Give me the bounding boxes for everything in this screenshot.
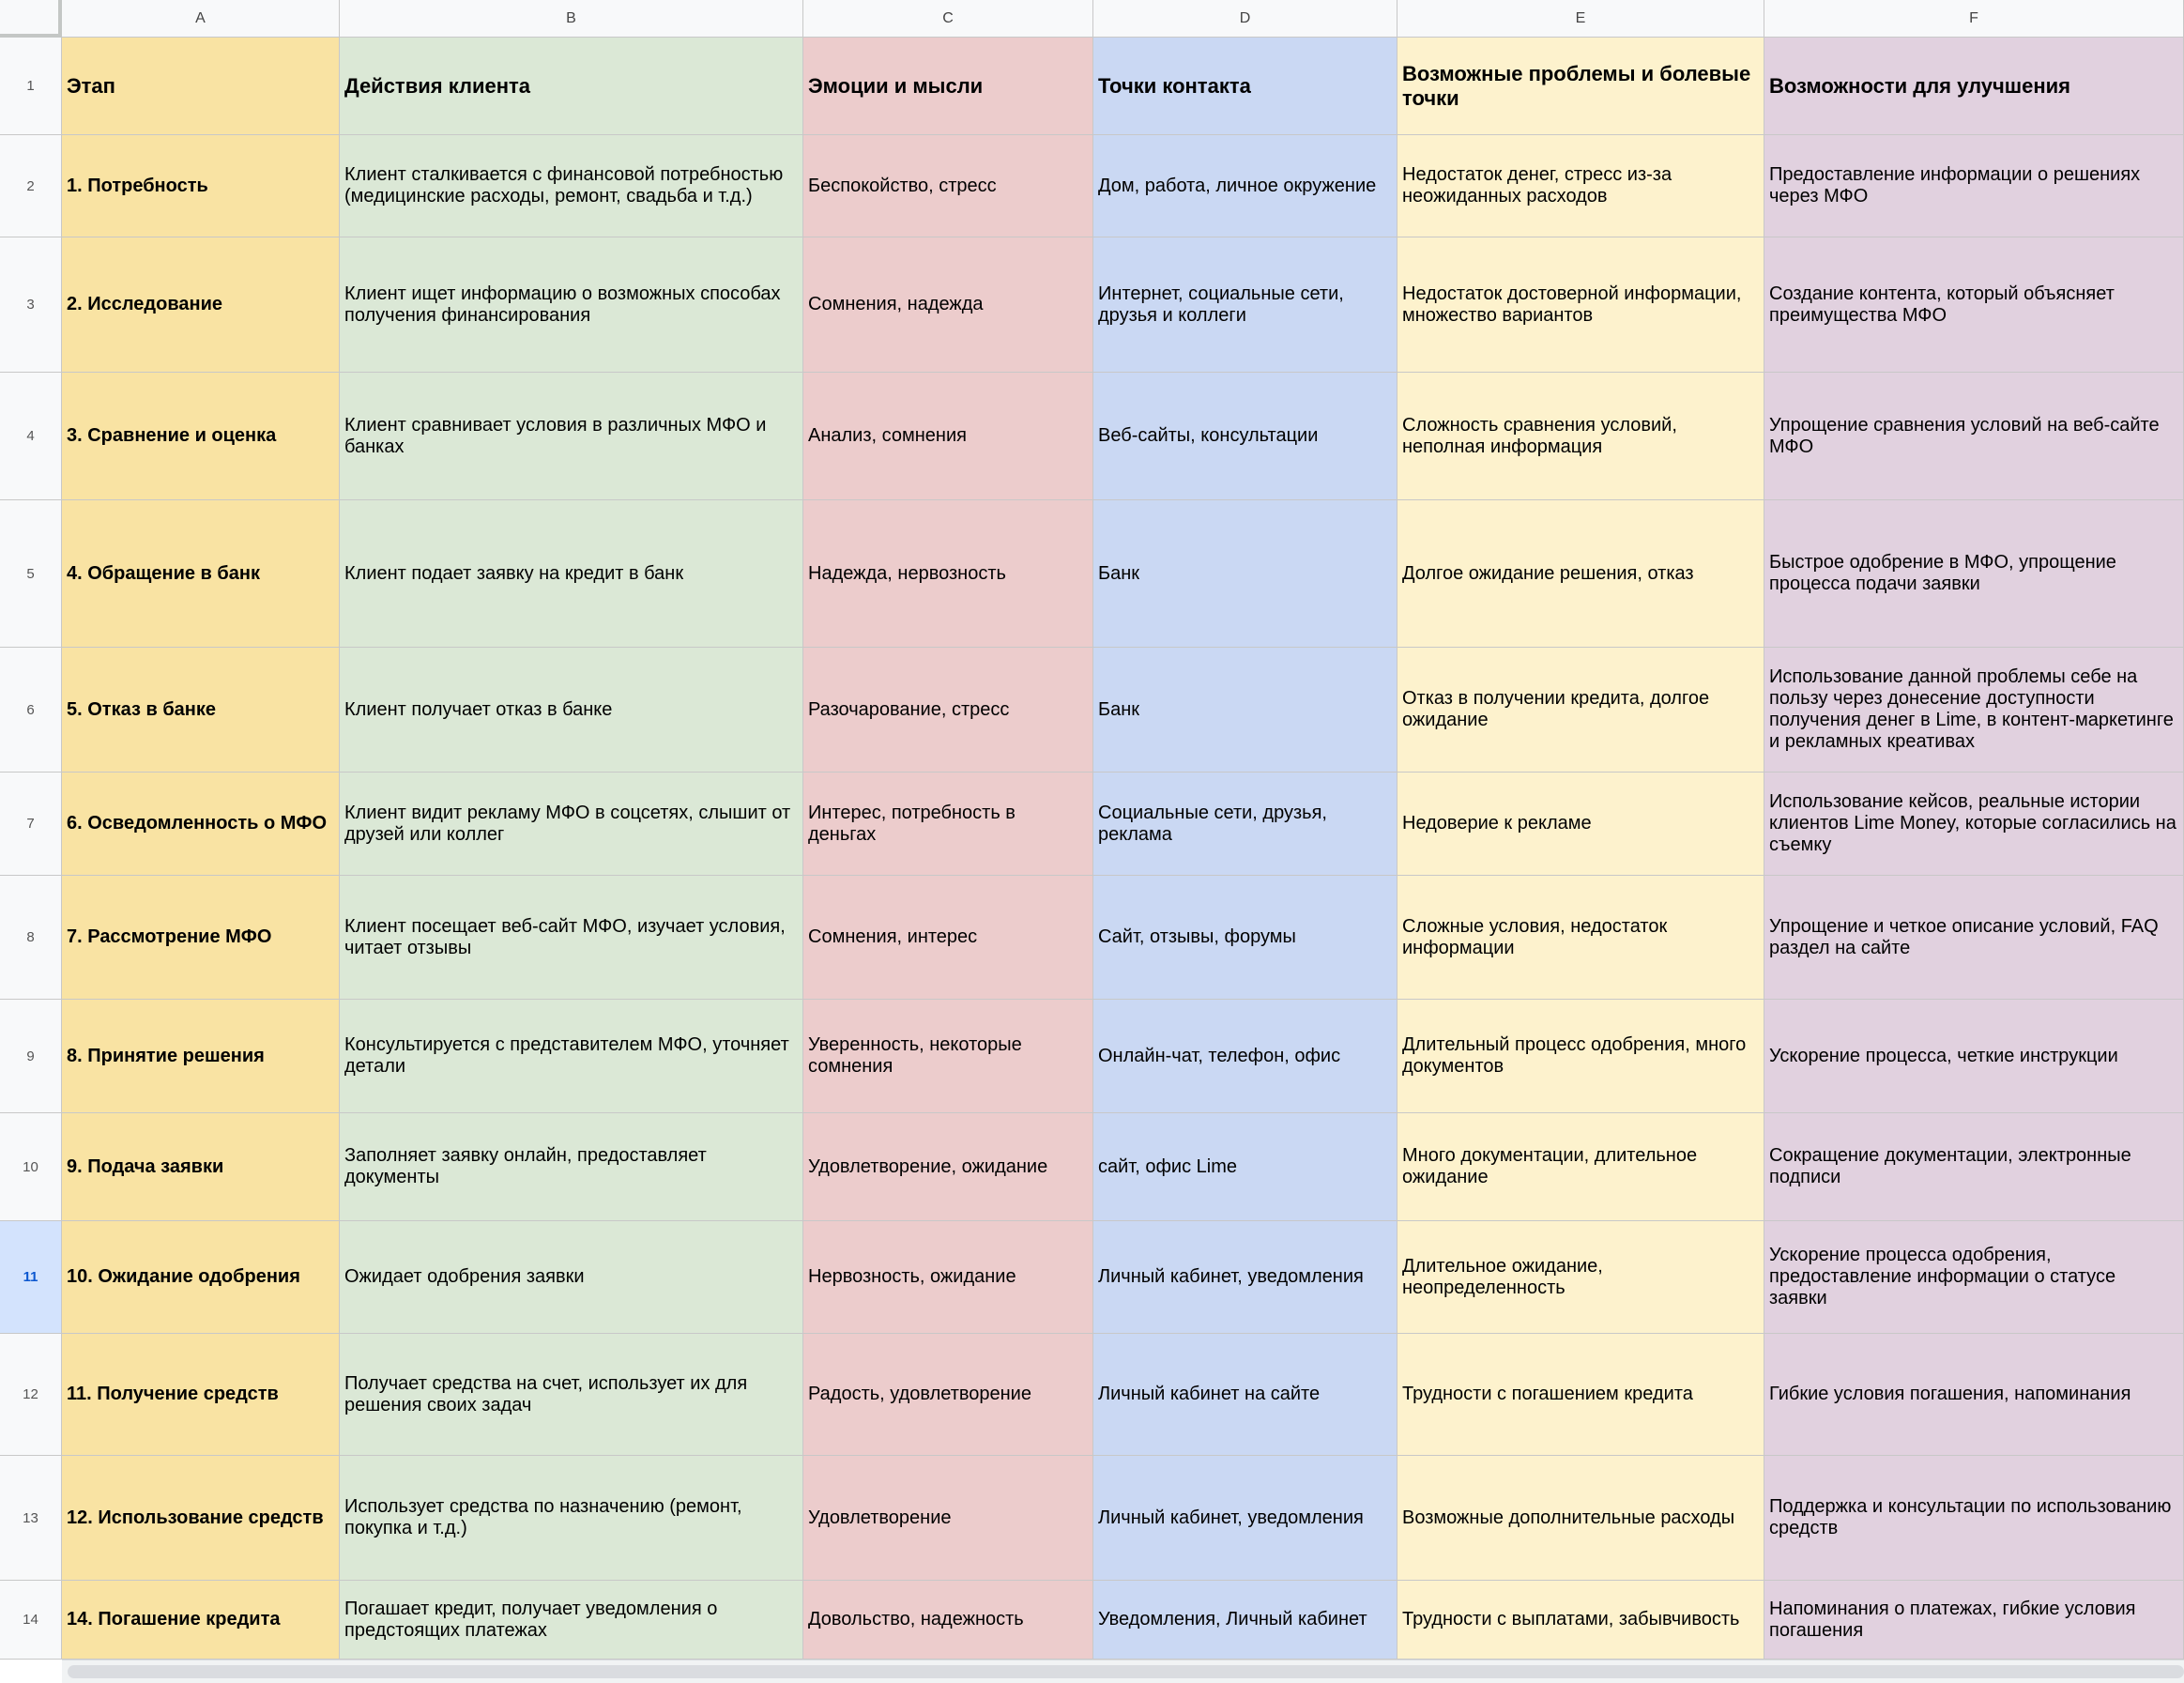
table-cell[interactable]: Клиент ищет информацию о возможных способах получения финансирования (340, 237, 803, 373)
table-cell[interactable]: Клиент посещает веб-сайт МФО, изучает условия, читает отзывы (340, 876, 803, 1000)
row-header[interactable]: 2 (0, 135, 62, 237)
header-cell[interactable]: Этап (62, 38, 340, 135)
header-cell[interactable]: Точки контакта (1093, 38, 1397, 135)
table-cell[interactable]: Трудности с выплатами, забывчивость (1397, 1581, 1764, 1660)
table-cell[interactable]: Клиент видит рекламу МФО в соцсетях, слышит от друзей или коллег (340, 773, 803, 876)
table-cell[interactable]: Консультируется с представителем МФО, уточняет детали (340, 1000, 803, 1113)
table-cell[interactable]: Довольство, надежность (803, 1581, 1093, 1660)
table-cell[interactable]: Сайт, отзывы, форумы (1093, 876, 1397, 1000)
column-header-a[interactable]: A (62, 0, 340, 38)
table-cell[interactable]: Банк (1093, 648, 1397, 773)
table-cell[interactable]: 4. Обращение в банк (62, 500, 340, 648)
table-cell[interactable]: Веб-сайты, консультации (1093, 373, 1397, 500)
table-cell[interactable]: Клиент подает заявку на кредит в банк (340, 500, 803, 648)
table-cell[interactable]: Сложность сравнения условий, неполная информация (1397, 373, 1764, 500)
row-header[interactable]: 7 (0, 773, 62, 876)
table-cell[interactable]: Возможные дополнительные расходы (1397, 1456, 1764, 1581)
table-cell[interactable]: Быстрое одобрение в МФО, упрощение процесса подачи заявки (1764, 500, 2184, 648)
row-header[interactable]: 14 (0, 1581, 62, 1660)
table-cell[interactable]: 10. Ожидание одобрения (62, 1221, 340, 1334)
table-cell[interactable]: Использование кейсов, реальные истории клиентов Lime Money, которые согласились на съемку (1764, 773, 2184, 876)
table-cell[interactable]: Клиент получает отказ в банке (340, 648, 803, 773)
table-cell[interactable]: Разочарование, стресс (803, 648, 1093, 773)
table-cell[interactable]: Удовлетворение (803, 1456, 1093, 1581)
table-cell[interactable]: Предоставление информации о решениях через МФО (1764, 135, 2184, 237)
table-cell[interactable]: Сокращение документации, электронные подписи (1764, 1113, 2184, 1221)
table-cell[interactable]: 6. Осведомленность о МФО (62, 773, 340, 876)
table-cell[interactable]: Ускорение процесса, четкие инструкции (1764, 1000, 2184, 1113)
table-cell[interactable]: Надежда, нервозность (803, 500, 1093, 648)
horizontal-scrollbar-thumb[interactable] (68, 1665, 2184, 1678)
table-cell[interactable]: Упрощение и четкое описание условий, FAQ раздел на сайте (1764, 876, 2184, 1000)
table-cell[interactable]: Отказ в получении кредита, долгое ожидание (1397, 648, 1764, 773)
table-cell[interactable]: Поддержка и консультации по использованию средств (1764, 1456, 2184, 1581)
table-cell[interactable]: Получает средства на счет, использует их для решения своих задач (340, 1334, 803, 1456)
table-cell[interactable]: Гибкие условия погашения, напоминания (1764, 1334, 2184, 1456)
table-cell[interactable]: Ускорение процесса одобрения, предоставление информации о статусе заявки (1764, 1221, 2184, 1334)
table-cell[interactable]: Нервозность, ожидание (803, 1221, 1093, 1334)
table-cell[interactable]: Радость, удовлетворение (803, 1334, 1093, 1456)
header-cell[interactable]: Возможные проблемы и болевые точки (1397, 38, 1764, 135)
table-cell[interactable]: Погашает кредит, получает уведомления о предстоящих платежах (340, 1581, 803, 1660)
table-cell[interactable]: 1. Потребность (62, 135, 340, 237)
table-cell[interactable]: Сложные условия, недостаток информации (1397, 876, 1764, 1000)
table-cell[interactable]: Сомнения, интерес (803, 876, 1093, 1000)
row-header[interactable]: 6 (0, 648, 62, 773)
select-all-corner[interactable] (0, 0, 62, 38)
table-cell[interactable]: Долгое ожидание решения, отказ (1397, 500, 1764, 648)
row-header[interactable]: 3 (0, 237, 62, 373)
row-header[interactable]: 11 (0, 1221, 62, 1334)
column-header-b[interactable]: B (340, 0, 803, 38)
table-cell[interactable]: Анализ, сомнения (803, 373, 1093, 500)
table-cell[interactable]: 3. Сравнение и оценка (62, 373, 340, 500)
table-cell[interactable]: Трудности с погашением кредита (1397, 1334, 1764, 1456)
table-cell[interactable]: 2. Исследование (62, 237, 340, 373)
table-cell[interactable]: 5. Отказ в банке (62, 648, 340, 773)
table-cell[interactable]: Заполняет заявку онлайн, предоставляет документы (340, 1113, 803, 1221)
row-header[interactable]: 13 (0, 1456, 62, 1581)
table-cell[interactable]: Уведомления, Личный кабинет (1093, 1581, 1397, 1660)
row-header[interactable]: 5 (0, 500, 62, 648)
table-cell[interactable]: Недоверие к рекламе (1397, 773, 1764, 876)
table-cell[interactable]: 8. Принятие решения (62, 1000, 340, 1113)
table-cell[interactable]: Интерес, потребность в деньгах (803, 773, 1093, 876)
table-cell[interactable]: Личный кабинет, уведомления (1093, 1221, 1397, 1334)
table-cell[interactable]: Длительное ожидание, неопределенность (1397, 1221, 1764, 1334)
table-cell[interactable]: Онлайн-чат, телефон, офис (1093, 1000, 1397, 1113)
column-header-e[interactable]: E (1397, 0, 1764, 38)
table-cell[interactable]: Создание контента, который объясняет преимущества МФО (1764, 237, 2184, 373)
row-header[interactable]: 4 (0, 373, 62, 500)
table-cell[interactable]: 12. Использование средств (62, 1456, 340, 1581)
table-cell[interactable]: Напоминания о платежах, гибкие условия погашения (1764, 1581, 2184, 1660)
column-header-c[interactable]: C (803, 0, 1093, 38)
table-cell[interactable]: Дом, работа, личное окружение (1093, 135, 1397, 237)
table-cell[interactable]: Использование данной проблемы себе на пользу через донесение доступности получения денег в Lime, в контент-маркетинге и рекламных креативах (1764, 648, 2184, 773)
table-cell[interactable]: Упрощение сравнения условий на веб-сайте МФО (1764, 373, 2184, 500)
row-header[interactable]: 12 (0, 1334, 62, 1456)
table-cell[interactable]: Много документации, длительное ожидание (1397, 1113, 1764, 1221)
table-cell[interactable]: Банк (1093, 500, 1397, 648)
table-cell[interactable]: 9. Подача заявки (62, 1113, 340, 1221)
table-cell[interactable]: 7. Рассмотрение МФО (62, 876, 340, 1000)
row-header[interactable]: 8 (0, 876, 62, 1000)
table-cell[interactable]: Удовлетворение, ожидание (803, 1113, 1093, 1221)
table-cell[interactable]: Ожидает одобрения заявки (340, 1221, 803, 1334)
table-cell[interactable]: Длительный процесс одобрения, много документов (1397, 1000, 1764, 1113)
header-cell[interactable]: Возможности для улучшения (1764, 38, 2184, 135)
table-cell[interactable]: Клиент сравнивает условия в различных МФО и банках (340, 373, 803, 500)
column-header-f[interactable]: F (1764, 0, 2184, 38)
table-cell[interactable]: 14. Погашение кредита (62, 1581, 340, 1660)
column-header-d[interactable]: D (1093, 0, 1397, 38)
table-cell[interactable]: Уверенность, некоторые сомнения (803, 1000, 1093, 1113)
row-header[interactable]: 1 (0, 38, 62, 135)
table-cell[interactable]: Сомнения, надежда (803, 237, 1093, 373)
table-cell[interactable]: Личный кабинет на сайте (1093, 1334, 1397, 1456)
table-cell[interactable]: Личный кабинет, уведомления (1093, 1456, 1397, 1581)
header-cell[interactable]: Эмоции и мысли (803, 38, 1093, 135)
table-cell[interactable]: Клиент сталкивается с финансовой потребностью (медицинские расходы, ремонт, свадьба и т.д.) (340, 135, 803, 237)
table-cell[interactable]: Интернет, социальные сети, друзья и коллеги (1093, 237, 1397, 373)
table-cell[interactable]: Недостаток достоверной информации, множество вариантов (1397, 237, 1764, 373)
table-cell[interactable]: 11. Получение средств (62, 1334, 340, 1456)
table-cell[interactable]: Недостаток денег, стресс из-за неожиданных расходов (1397, 135, 1764, 237)
header-cell[interactable]: Действия клиента (340, 38, 803, 135)
row-header[interactable]: 9 (0, 1000, 62, 1113)
table-cell[interactable]: сайт, офис Lime (1093, 1113, 1397, 1221)
row-header[interactable]: 10 (0, 1113, 62, 1221)
table-cell[interactable]: Беспокойство, стресс (803, 135, 1093, 237)
table-cell[interactable]: Социальные сети, друзья, реклама (1093, 773, 1397, 876)
table-cell[interactable]: Использует средства по назначению (ремонт, покупка и т.д.) (340, 1456, 803, 1581)
